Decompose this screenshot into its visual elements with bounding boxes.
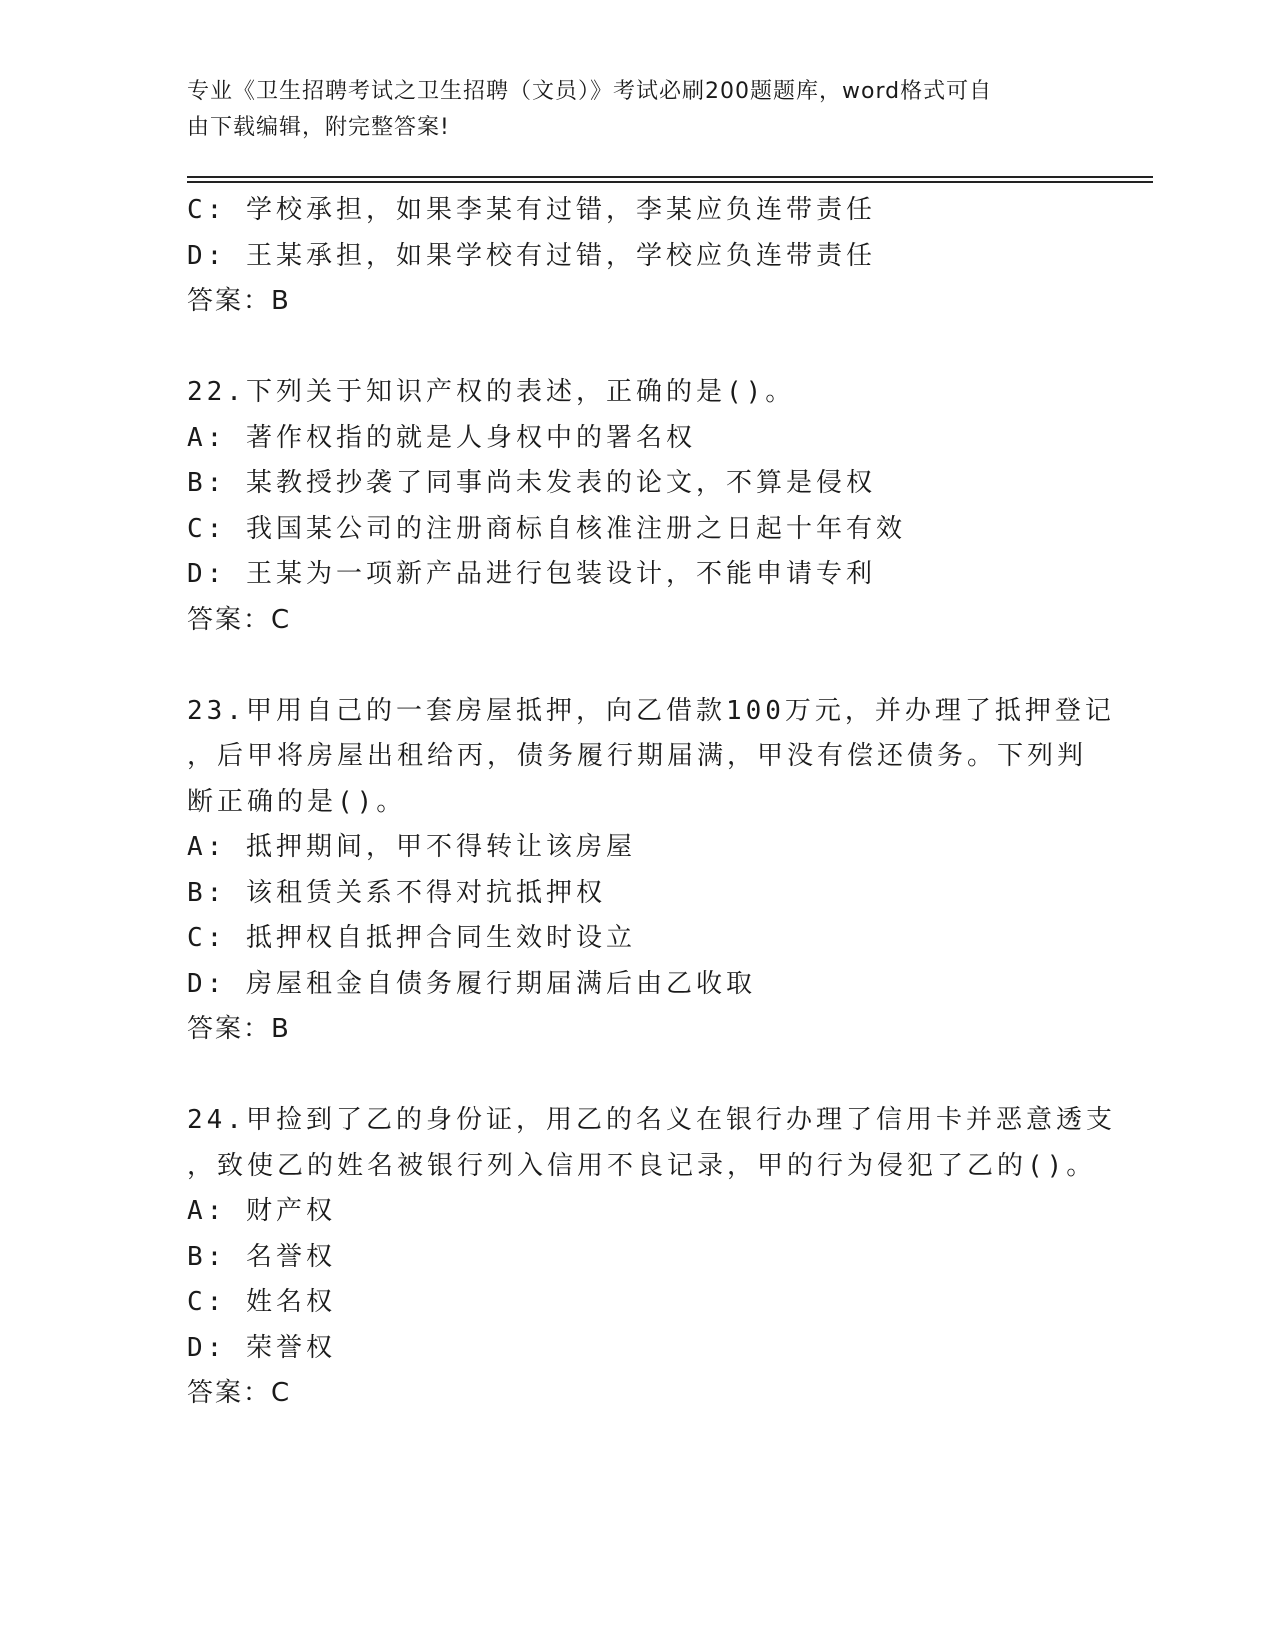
header-line-1: 专业《卫生招聘考试之卫生招聘（文员）》考试必刷200题题库，word格式可自: [187, 79, 993, 104]
option-a: A: 抵押期间，甲不得转让该房屋: [187, 832, 636, 862]
header-divider-bottom: [187, 181, 1153, 183]
spacer: [187, 325, 1087, 371]
question-stem: ，致使乙的姓名被银行列入信用不良记录，甲的行为侵犯了乙的()。: [187, 1150, 1097, 1181]
option-d: D: 王某承担，如果学校有过错，学校应负连带责任: [187, 240, 876, 271]
answer-line: 答案：B: [187, 286, 291, 316]
option-c: C: 姓名权: [187, 1287, 336, 1317]
option-d: D: 房屋租金自债务履行期届满后由乙收取: [187, 968, 756, 999]
question-stem: 23.甲用自己的一套房屋抵押，向乙借款100万元，并办理了抵押登记: [187, 695, 1115, 726]
option-d: D: 王某为一项新产品进行包装设计，不能申请专利: [187, 559, 876, 589]
answer-line: 答案：C: [187, 1378, 292, 1408]
answer-line: 答案：B: [187, 1014, 291, 1044]
question-list: [187, 188, 1116, 1417]
option-b: B: 该租赁关系不得对抗抵押权: [187, 877, 606, 908]
option-d: D: 荣誉权: [187, 1332, 336, 1363]
document-header: [187, 74, 1067, 146]
spacer: [187, 1053, 1087, 1099]
option-a: A: 著作权指的就是人身权中的署名权: [187, 422, 696, 453]
option-b: B: 某教授抄袭了同事尚未发表的论文，不算是侵权: [187, 468, 876, 498]
header-line-2: 由下载编辑，附完整答案!: [187, 115, 450, 140]
spacer: [187, 643, 1087, 689]
option-c: C: 学校承担，如果李某有过错，李某应负连带责任: [187, 195, 876, 225]
question-22: [187, 370, 1087, 643]
question-23: [187, 689, 1115, 1053]
option-c: C: 我国某公司的注册商标自核准注册之日起十年有效: [187, 513, 906, 544]
header-divider-top: [187, 176, 1153, 178]
question-24: [187, 1098, 1116, 1417]
question-stem: ，后甲将房屋出租给丙，债务履行期届满，甲没有偿还债务。下列判: [187, 741, 1088, 771]
option-c: C: 抵押权自抵押合同生效时设立: [187, 923, 636, 953]
option-b: B: 名誉权: [187, 1241, 336, 1272]
question-stem: 24.甲捡到了乙的身份证，用乙的名义在银行办理了信用卡并恶意透支: [187, 1105, 1116, 1135]
option-a: A: 财产权: [187, 1196, 336, 1226]
question-stem: 断正确的是()。: [187, 786, 407, 817]
question-stem: 22.下列关于知识产权的表述，正确的是()。: [187, 377, 796, 407]
answer-line: 答案：C: [187, 604, 292, 635]
question-21-continued: [187, 188, 1087, 325]
